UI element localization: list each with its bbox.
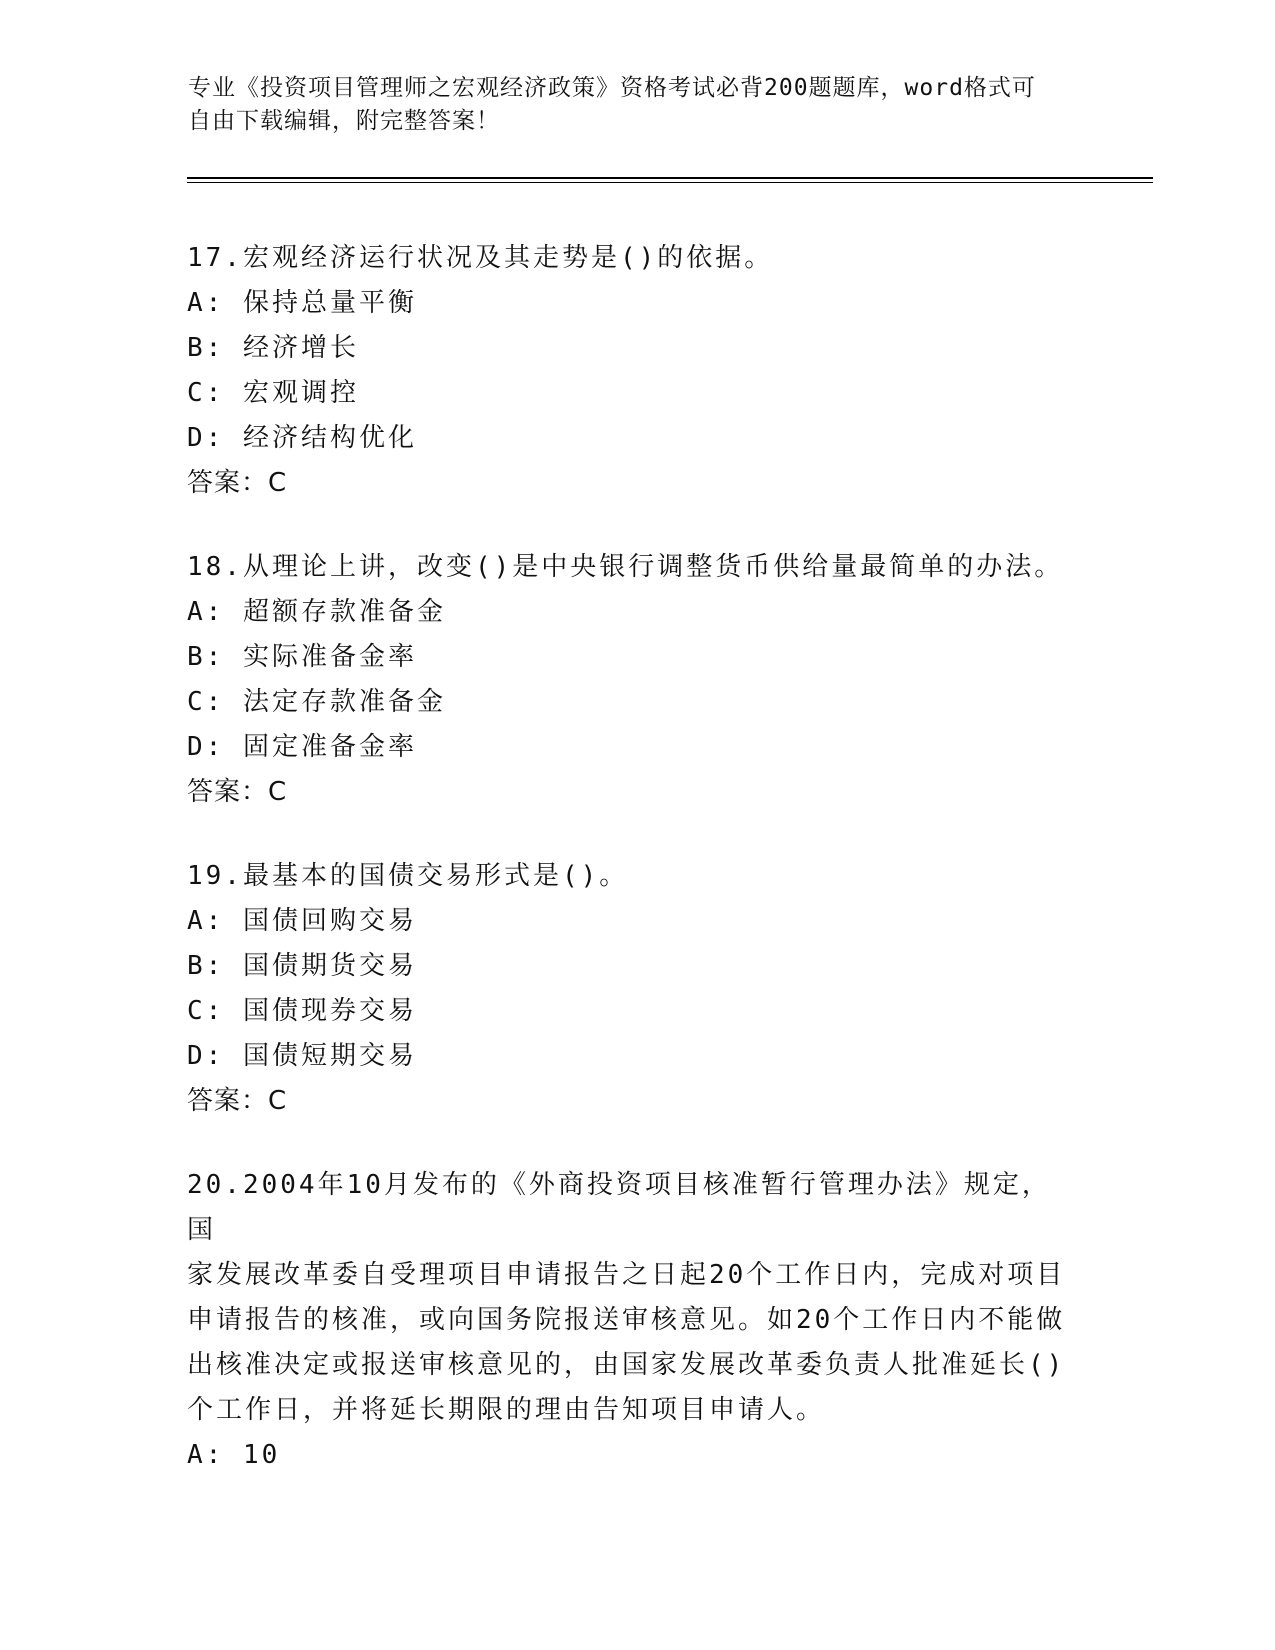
option-b: B: 经济增长 bbox=[187, 333, 359, 363]
answer-line: 答案：C bbox=[187, 468, 288, 498]
question-stem-line-4: 出核准决定或报送审核意见的，由国家发展改革委负责人批准延长() bbox=[187, 1350, 1066, 1380]
question-list bbox=[187, 236, 1087, 1517]
question-17 bbox=[187, 236, 1087, 506]
header-line-1: 专业《投资项目管理师之宏观经济政策》资格考试必背200题题库，word格式可 bbox=[188, 75, 1036, 101]
header-divider-thin bbox=[187, 182, 1153, 183]
question-stem-line-5: 个工作日，并将延长期限的理由告知项目申请人。 bbox=[187, 1395, 826, 1425]
answer-line: 答案：C bbox=[187, 777, 288, 807]
option-d: D: 固定准备金率 bbox=[187, 732, 417, 762]
option-d: D: 经济结构优化 bbox=[187, 423, 417, 453]
option-d: D: 国债短期交易 bbox=[187, 1041, 417, 1071]
document-header bbox=[188, 72, 1068, 138]
header-line-2: 自由下载编辑，附完整答案！ bbox=[188, 108, 500, 134]
option-b: B: 实际准备金率 bbox=[187, 642, 417, 672]
option-c: C: 国债现券交易 bbox=[187, 996, 417, 1026]
question-stem-line-1: 20.2004年10月发布的《外商投资项目核准暂行管理办法》规定，国 bbox=[187, 1170, 1051, 1245]
question-stem: 17.宏观经济运行状况及其走势是()的依据。 bbox=[187, 243, 774, 273]
question-stem: 18.从理论上讲，改变()是中央银行调整货币供给量最简单的办法。 bbox=[187, 552, 1064, 582]
option-a: A: 保持总量平衡 bbox=[187, 288, 417, 318]
question-20 bbox=[187, 1163, 1087, 1478]
answer-line: 答案：C bbox=[187, 1086, 288, 1116]
option-a: A: 超额存款准备金 bbox=[187, 597, 446, 627]
option-a: A: 国债回购交易 bbox=[187, 906, 417, 936]
option-b: B: 国债期货交易 bbox=[187, 951, 417, 981]
option-a: A: 10 bbox=[187, 1440, 281, 1470]
header-divider-thick bbox=[187, 177, 1153, 179]
question-stem: 19.最基本的国债交易形式是()。 bbox=[187, 861, 629, 891]
question-19 bbox=[187, 854, 1087, 1124]
question-stem-line-3: 申请报告的核准，或向国务院报送审核意见。如20个工作日内不能做 bbox=[187, 1305, 1066, 1335]
option-c: C: 宏观调控 bbox=[187, 378, 359, 408]
option-c: C: 法定存款准备金 bbox=[187, 687, 446, 717]
question-18 bbox=[187, 545, 1087, 815]
question-stem-line-2: 家发展改革委自受理项目申请报告之日起20个工作日内，完成对项目 bbox=[187, 1260, 1066, 1290]
